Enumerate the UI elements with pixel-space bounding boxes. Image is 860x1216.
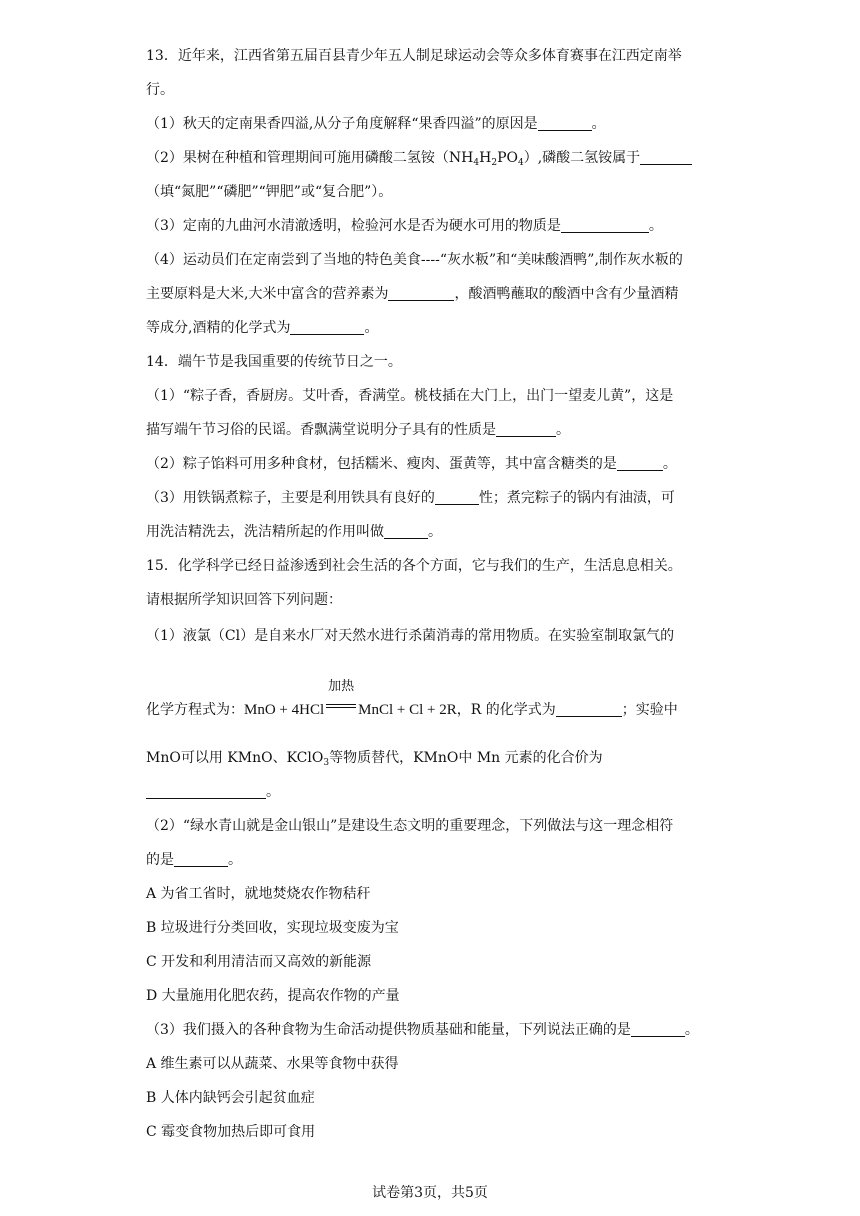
subscript: 2	[491, 158, 498, 168]
q15-part-1-line-1	[146, 626, 674, 646]
q15-part-1-text-a: （1）液氯（Cl	[146, 628, 241, 644]
q15-part-1-text-b: ）是自来水厂对天然水进行杀菌消毒的常用物质。在实验室制取氯气的	[240, 628, 675, 644]
option-3-b: B 人体内缺钙会引起贫血症	[146, 1090, 315, 1106]
q14-part-2-text: （2）粽子馅料可用多种食材，包括糯米、瘦肉、蛋黄等，其中富含糖类的是	[146, 456, 617, 472]
punct: 。	[228, 852, 242, 868]
q13-line-1: 13．近年来，江西省第五届百县青少年五人制足球运动会等众多体育赛事在江西定南举	[146, 48, 682, 64]
eq-product-r: + 2R	[423, 702, 457, 718]
answer-blank[interactable]	[174, 852, 228, 867]
equals-sign	[326, 704, 356, 708]
answer-blank[interactable]	[146, 784, 266, 799]
answer-blank[interactable]	[290, 320, 364, 335]
answer-blank[interactable]	[388, 286, 454, 301]
answer-blank[interactable]	[435, 490, 479, 505]
answer-blank[interactable]	[538, 116, 592, 131]
eq-reactant-hcl: + 4HCl	[275, 702, 325, 718]
punct: 。	[662, 456, 677, 472]
q13-part-3	[146, 216, 663, 236]
q13-part-2-text-a: （2）果树在种植和管理期间可施用磷酸二氢铵（NH	[146, 150, 474, 166]
subscript: 4	[517, 158, 524, 168]
option-a: A 为省工省时，就地焚烧农作物秸秆	[146, 886, 371, 902]
q13-part-3-text: （3）定南的九曲河水清澈透明，检验河水是否为硬水可用的物质是	[146, 218, 561, 234]
q15-part-3	[146, 1020, 699, 1040]
q15-part-2-line-2	[146, 850, 242, 870]
q14-part-3-text-b: 性；煮完粽子的锅内有油渍，可	[478, 490, 675, 506]
q13-part-4-text-b: ，酸酒鸭蘸取的酸酒中含有少量酒精	[454, 286, 679, 302]
option-c: C 开发和利用清洁而又高效的新能源	[146, 954, 372, 970]
page-footer: 试卷第3页，共5页	[372, 1185, 488, 1201]
q15-part-2-line-1: （2）“绿水青山就是金山银山”是建设生态文明的重要理念，下列做法与这一理念相符	[146, 818, 674, 834]
option-b: B 垃圾进行分类回收，实现垃圾变废为宝	[146, 920, 399, 936]
subscript: 4	[473, 158, 480, 168]
punct: 。	[266, 784, 280, 800]
answer-blank[interactable]	[556, 702, 622, 717]
q15-part-1-text-i: 中 Mn 元素的化合价为	[458, 750, 603, 766]
punct: 。	[684, 1022, 699, 1038]
q15-part-1-text-d: ，R 的化学式为	[456, 702, 556, 718]
punct: 。	[364, 320, 379, 336]
q14-part-3-line-1	[146, 488, 675, 508]
eq-reactant-mno2: MnO	[244, 702, 276, 718]
q13-part-2-text-c: PO	[497, 150, 518, 166]
punct: 。	[591, 116, 606, 132]
option-3-a: A 维生素可以从蔬菜、水果等食物中获得	[146, 1056, 399, 1072]
q15-part-1-text-h: 等物质替代，KMnO	[329, 750, 459, 766]
q15-part-2-text: 的是	[146, 852, 174, 868]
q15-part-1-text-c: 化学方程式为：	[146, 702, 244, 718]
q13-part-4-text-a: 主要原料是大米,大米中富含的营养素为	[146, 286, 389, 302]
q13-line-2: 行。	[146, 82, 174, 98]
q14-part-1-text: 描写端午节习俗的民谣。香飘满堂说明分子具有的性质是	[146, 422, 496, 438]
q13-part-1-text: （1）秋天的定南果香四溢,从分子角度解释“果香四溢”的原因是	[146, 116, 538, 132]
q14-line-1: 14．端午节是我国重要的传统节日之一。	[146, 354, 402, 370]
q15-line-2: 请根据所学知识回答下列问题：	[146, 592, 342, 608]
q13-part-1	[146, 114, 606, 134]
punct: 。	[556, 422, 570, 438]
q13-part-4-line-3	[146, 318, 378, 338]
answer-blank[interactable]	[640, 150, 692, 165]
punct: 。	[648, 218, 663, 234]
heat-condition	[324, 678, 358, 716]
q15-part-1-text-e: ；实验中	[621, 702, 678, 718]
answer-blank[interactable]	[561, 218, 649, 233]
subscript: 3	[323, 758, 330, 768]
q15-part-1-line-3	[146, 748, 603, 768]
q14-part-3-text-a: （3）用铁锅煮粽子，主要是利用铁具有良好的	[146, 490, 435, 506]
q13-part-4-line-1: （4）运动员们在定南尝到了当地的特色美食----“灰水粄”和“美味酸酒鸭”,制作灰水粄的	[146, 252, 683, 268]
eq-product-mncl2: MnCl	[358, 702, 394, 718]
heat-label: 加热	[328, 678, 355, 693]
mno2: MnO	[146, 750, 181, 766]
punct: 。	[428, 524, 442, 540]
q13-part-4-line-2	[146, 284, 678, 304]
q13-part-2	[146, 148, 692, 168]
q14-part-2	[146, 454, 677, 474]
q15-part-1-line-2	[146, 678, 678, 720]
q14-part-1-line-2	[146, 420, 570, 440]
answer-blank[interactable]	[631, 1022, 685, 1037]
answer-blank[interactable]	[617, 456, 663, 471]
q13-part-2-text-d: ）,磷酸二氢铵属于	[523, 150, 641, 166]
q15-part-3-text: （3）我们摄入的各种食物为生命活动提供物质基础和能量，下列说法正确的是	[146, 1022, 631, 1038]
option-d: D 大量施用化肥农药，提高农作物的产量	[146, 988, 400, 1004]
q14-part-3-text-c: 用洗洁精洗去，洗洁精所起的作用叫做	[146, 524, 384, 540]
chemical-equation	[244, 678, 457, 718]
q15-line-1: 15．化学科学已经日益渗透到社会生活的各个方面，它与我们的生产，生活息息相关。	[146, 558, 682, 574]
option-3-c: C 霉变食物加热后即可食用	[146, 1124, 316, 1140]
eq-product-cl2: + Cl	[393, 702, 424, 718]
answer-blank[interactable]	[496, 422, 556, 437]
q13-part-4-text-c: 等成分,酒精的化学式为	[146, 320, 291, 336]
q13-part-2-text-b: H	[479, 150, 492, 166]
q15-part-1-text-f: 可以用 KMnO	[180, 750, 273, 766]
q14-part-3-line-2	[146, 522, 442, 542]
q13-part-2-line-2: （填“氮肥”“磷肥”“钾肥”或“复合肥”）。	[146, 184, 393, 200]
q15-part-1-text-g: 、KClO	[272, 750, 324, 766]
answer-blank[interactable]	[384, 524, 428, 539]
q14-part-1-line-1: （1）“粽子香，香厨房。艾叶香，香满堂。桃枝插在大门上，出门一望麦儿黄”，这是	[146, 388, 674, 404]
q15-part-1-line-4	[146, 782, 280, 802]
